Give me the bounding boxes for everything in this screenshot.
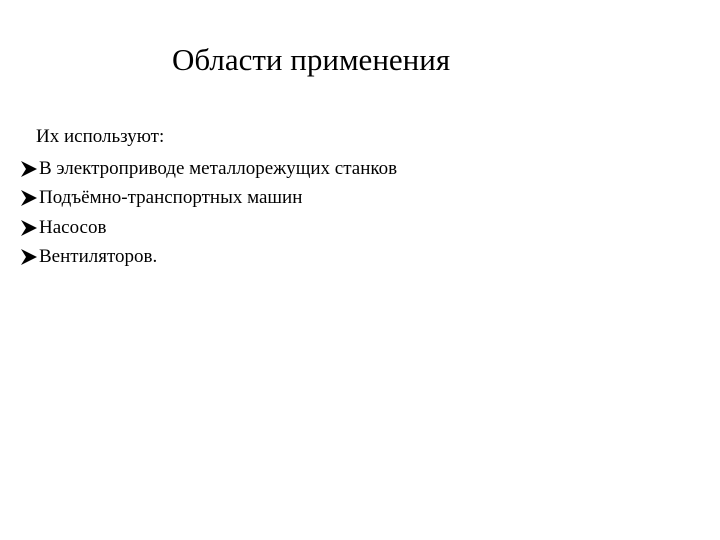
bullet-list [20,154,397,272]
arrowhead-bullet-icon [20,160,38,178]
arrowhead-bullet-icon [20,189,38,207]
list-item-label: Подъёмно-транспортных машин [39,187,303,209]
arrowhead-bullet-icon [20,219,38,237]
list-item [20,184,397,214]
arrowhead-bullet-icon [20,248,38,266]
slide-title: Области применения [172,42,451,77]
list-item [20,243,397,273]
list-item [20,213,397,243]
list-item-label: В электроприводе металлорежущих станков [39,157,398,179]
list-item-label: Вентиляторов. [39,246,158,268]
intro-text: Их используют: [36,126,165,147]
list-item-label: Насосов [39,216,107,238]
list-item [20,154,397,184]
